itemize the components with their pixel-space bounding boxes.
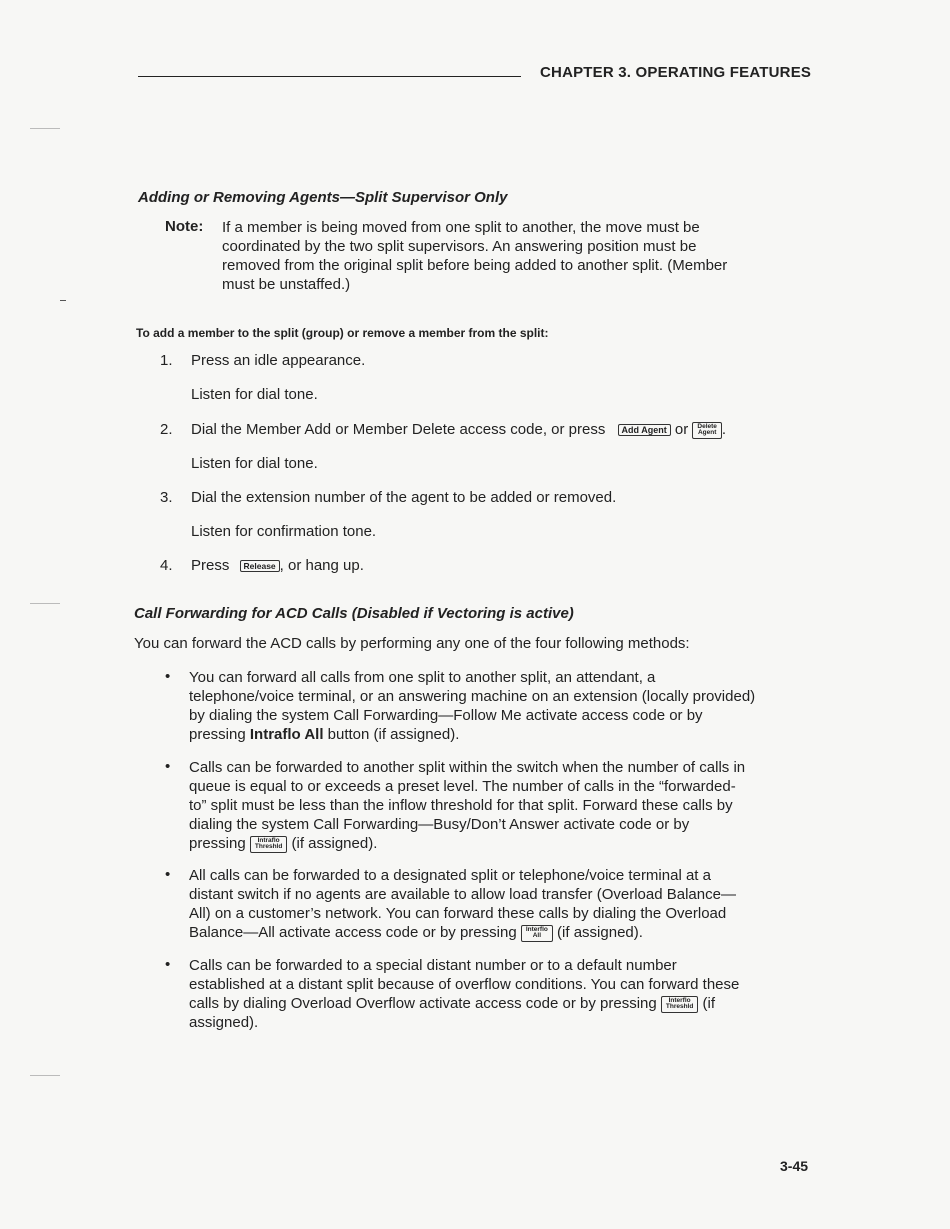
text-part: (if xyxy=(702,995,716,1012)
step-text xyxy=(191,556,364,575)
step-text-part: Dial the Member Add or Member Delete access code, or press xyxy=(191,421,606,438)
text-part: (if assigned). xyxy=(557,924,643,941)
key-line: Intraflo xyxy=(257,836,280,844)
margin-mark xyxy=(30,1075,60,1076)
para-line: distant switch if no agents are available to allow load transfer (Overload Balance— xyxy=(189,886,736,903)
step-text-part: , or hang up. xyxy=(279,557,364,574)
release-key: Release xyxy=(240,560,280,572)
key-line: Interflo xyxy=(525,925,548,933)
para-line: telephone/voice terminal, or an answering machine on an extension (locally provided) xyxy=(189,688,756,705)
intraflo-threshld-key xyxy=(250,836,287,853)
para-line xyxy=(189,834,813,853)
or-text: or xyxy=(674,421,689,438)
key-line: All xyxy=(532,932,542,940)
interflo-all-key xyxy=(521,925,553,942)
para-line xyxy=(189,725,813,744)
para-line: All) on a customer’s network. You can forward these calls by dialing the Overload xyxy=(189,905,727,922)
text-part: pressing xyxy=(189,726,250,743)
step-text-part: Press xyxy=(191,557,230,574)
note-label: Note: xyxy=(165,218,204,235)
step-number: 4. xyxy=(160,557,173,574)
step-number: 2. xyxy=(160,421,173,438)
para-line: by dialing the system Call Forwarding—Follow Me activate access code or by xyxy=(189,707,703,724)
bullet-paragraph xyxy=(189,668,813,744)
key-line: Delete xyxy=(697,422,717,430)
note-body xyxy=(222,218,790,294)
margin-mark xyxy=(60,300,66,301)
para-line: queue is equal to or exceeds a preset level. The number of calls in the “forwarded- xyxy=(189,778,736,795)
intraflo-all-label: Intraflo All xyxy=(249,726,324,743)
para-line: Calls can be forwarded to another split within the switch when the number of calls in xyxy=(189,759,746,776)
para-line: assigned). xyxy=(189,1014,259,1031)
step-text: Dial the extension number of the agent to be added or removed. xyxy=(191,489,617,506)
section-intro: You can forward the ACD calls by performing any one of the four following methods: xyxy=(134,635,690,652)
step-end: . xyxy=(721,421,727,438)
instruction-heading: To add a member to the split (group) or remove a member from the split: xyxy=(136,326,549,340)
text-part: button (if assigned). xyxy=(323,726,460,743)
bullet-icon: • xyxy=(165,866,171,883)
para-line xyxy=(189,923,813,942)
text-part: Balance—All activate access code or by pressing xyxy=(189,924,517,941)
step-text: Press an idle appearance. xyxy=(191,352,366,369)
bullet-icon: • xyxy=(165,668,171,685)
key-line: Threshld xyxy=(665,1003,694,1011)
para-line: Calls can be forwarded to a special distant number or to a default number xyxy=(189,957,677,974)
section-heading-adding-agents: Adding or Removing Agents—Split Supervisor Only xyxy=(138,189,508,206)
text-part: pressing xyxy=(189,835,246,852)
key-line: Interflo xyxy=(668,996,691,1004)
step-subtext: Listen for dial tone. xyxy=(191,455,318,472)
page-number: 3-45 xyxy=(780,1158,809,1174)
para-line: All calls can be forwarded to a designated split or telephone/voice terminal at a xyxy=(189,867,711,884)
step-number: 3. xyxy=(160,489,173,506)
margin-mark xyxy=(30,128,60,129)
para-line: established at a distant split because of overflow conditions. You can forward these xyxy=(189,976,740,993)
bullet-paragraph xyxy=(189,866,813,942)
step-subtext: Listen for dial tone. xyxy=(191,386,318,403)
interflo-threshld-key xyxy=(661,996,698,1013)
chapter-header: CHAPTER 3. OPERATING FEATURES xyxy=(540,64,812,81)
key-line: Threshld xyxy=(254,843,283,851)
bullet-icon: • xyxy=(165,758,171,775)
note-line: must be unstaffed.) xyxy=(222,276,351,293)
bullet-paragraph xyxy=(189,956,813,1032)
note-line: removed from the original split before being added to another split. (Member xyxy=(222,257,728,274)
key-line: Agent xyxy=(697,429,717,437)
para-line: You can forward all calls from one split to another split, an attendant, a xyxy=(189,669,656,686)
text-part: calls by dialing Overload Overflow activate access code or by pressing xyxy=(189,995,657,1012)
section-heading-call-forwarding: Call Forwarding for ACD Calls (Disabled if Vectoring is active) xyxy=(134,605,574,622)
para-line: dialing the system Call Forwarding—Busy/Don’t Answer activate code or by xyxy=(189,816,690,833)
note-line: coordinated by the two split supervisors. An answering position must be xyxy=(222,238,697,255)
bullet-icon: • xyxy=(165,956,171,973)
step-text xyxy=(191,420,726,439)
add-agent-key: Add Agent xyxy=(618,424,671,436)
delete-agent-key xyxy=(692,422,722,439)
note-line: If a member is being moved from one split to another, the move must be xyxy=(222,219,700,236)
para-line: to” split must be less than the inflow threshold for that split. Forward these calls by xyxy=(189,797,733,814)
header-rule xyxy=(138,76,521,77)
para-line xyxy=(189,994,813,1013)
bullet-paragraph xyxy=(189,758,813,853)
text-part: (if assigned). xyxy=(291,835,378,852)
step-number: 1. xyxy=(160,352,173,369)
step-subtext: Listen for confirmation tone. xyxy=(191,523,377,540)
margin-mark xyxy=(30,603,60,604)
